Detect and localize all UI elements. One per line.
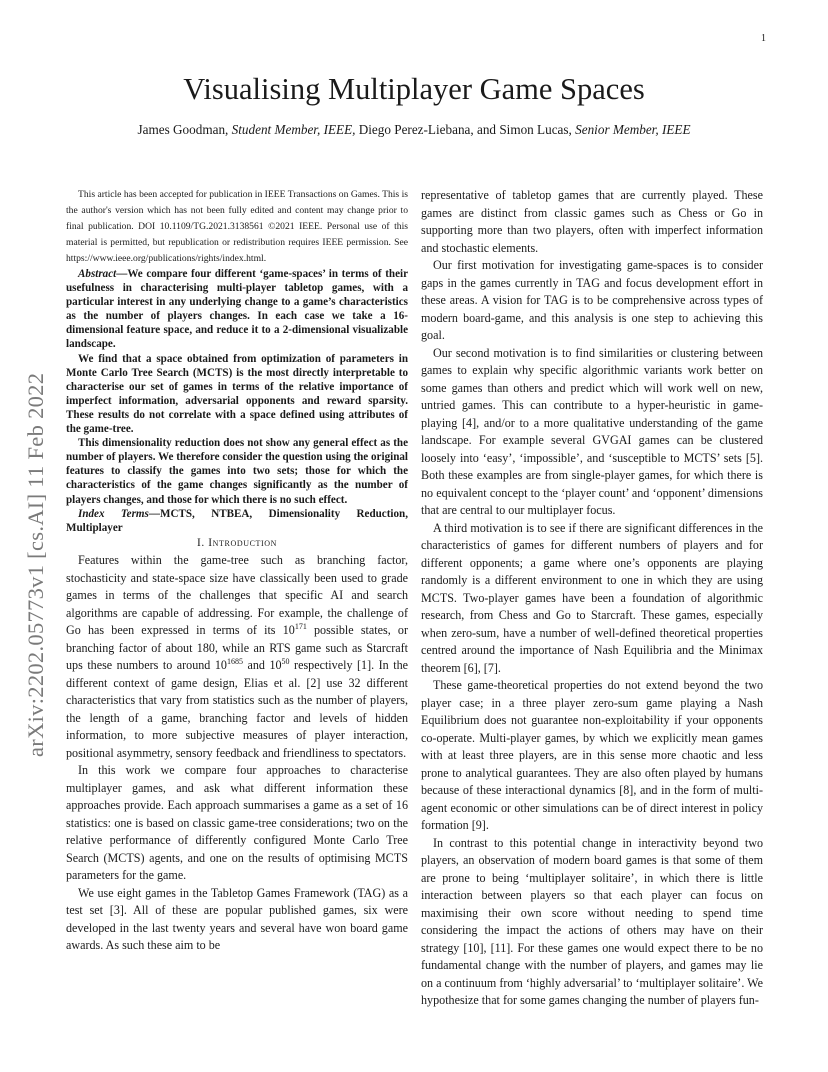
intro-p1-d: respectively [1]. In the different context of game design, Elias et al. [2] use 32 different characteristics that vary from statistics such as the number of players, the length of a game, branching factor and levels of hidden information, to more subjective measures of player interaction, positional asymmetry, sensory feedback and friendliness to spectators.: [66, 658, 409, 760]
abstract-label: Abstract: [78, 268, 117, 280]
intro-p1-b: possible states, or branching factor of about 180, while an RTS game such as Starcraft ups these numbers to around 10: [66, 623, 408, 673]
section-title: Introduction: [208, 536, 278, 549]
intro-paragraph-2: In this work we compare four approaches to characterise multiplayer games, and ask what different information these approaches provide. Each approach summarises a game as a set of 16 statistics: one is based on classic game-tree considerations; two on the relative performance of differently configured Monte Carlo Tree Search (MCTS) agents, and one on the results of optimising MCTS parameters for the game.: [66, 763, 408, 883]
intro-p1-sup1: 171: [294, 622, 307, 632]
index-terms-text: —MCTS, NTBEA, Dimensionality Reduction, Multiplayer: [66, 507, 408, 534]
index-terms-label: Index Terms: [78, 507, 149, 520]
abstract-paragraph-1: [66, 267, 408, 352]
left-column: [66, 187, 408, 955]
section-heading-introduction: [66, 535, 408, 553]
intro-p1-a: Features within the game-tree such as branching factor, stochasticity and state-space size have classically been used to grade games in terms of the challenges that specific AI and search algorithms are capable of addressing. For example, the challenge of Go has been expressed in terms of its 10: [66, 553, 408, 638]
motivation-paragraph-1: Our first motivation for investigating game-spaces is to consider gaps in the games currently in TAG and focus development effort in these areas. A vision for TAG is to be comprehensive across types of modern board-game, and this analysis is one step to achieving this goal.: [421, 258, 763, 342]
intro-p1-c: and 10: [242, 658, 282, 673]
paper-title: Visualising Multiplayer Game Spaces: [183, 72, 645, 106]
publication-note: This article has been accepted for publication in IEEE Transactions on Games. This is the author's version which has not been fully edited and content may change prior to final publication. DOI 10.1109/TG.2021.3138561 ©2021 IEEE. Personal use of this material is permitted, but republication or redistribution requires IEEE permission. See https://www.ieee.org/publications/rights/index.html.: [66, 189, 408, 264]
index-terms: [66, 507, 408, 535]
game-theory-paragraph: These game-theoretical properties do not extend beyond the two player case; in a three player zero-sum game playing a Nash Equilibrium does not guarantee non-exploitability if your opponents co-operate. Multi-player games, by which we explicitly mean games with at least three players, are in this sense more chaotic and less prone to analytical guarantees. They are also often played by humans because of these interactional dynamics [8], and in the form of multi-agent economic or other simulations can be of direct interest in policy formation [9].: [421, 678, 763, 832]
right-paragraph-continuation: representative of tabletop games that are currently played. These games are distinct from classic games such as Chess or Go in supporting more than two players, often with imperfect information and stochastic elements.: [421, 188, 763, 255]
author-1: James Goodman,: [137, 122, 229, 137]
intro-paragraph-1: [66, 552, 408, 762]
intro-p1-sup3: 50: [281, 657, 290, 667]
multiplayer-solitaire-paragraph: In contrast to this potential change in interactivity beyond two players, an observation of modern board games is that some of them are prone to being ‘multiplayer solitaire’, in which there is little interaction between players so that each player can focus on maximising their own score without needing to spend time considering the impact the actions of others may have on their strategy [10], [11]. For these games one would expect there to be no fundamental change with the number of players, and games may lie on a continuum from ‘highly adversarial’ to ‘multiplayer solitaire’. We hypothesize that for some games changing the number of players fun-: [421, 835, 763, 1007]
motivation-paragraph-2: Our second motivation is to find similarities or clustering between games to explain why specific algorithmic variants work better on some games than others and predict which will work well on new, untried games. This can contribute to a hyper-heuristic in game-playing [4], and/or to a more qualitative understanding of the game landscape. For example several GVGAI games can be clustered loosely into ‘easy’, ‘impossible’, and ‘susceptible to MCTS’ sets [5]. Both these examples are from single-player games, for which there is no equivalent concept to the ‘player count’ and ‘opponent’ dimensions that are central to our multiplayer focus.: [421, 345, 763, 517]
abstract-paragraph-3: This dimensionality reduction does not show any general effect as the number of players. We therefore consider the question using the original features to classify the games into two sets; those for which the characteristics of the game changes significantly as the number of players changes, and those for which there is no such effect.: [66, 437, 408, 506]
arxiv-identifier-stamp: arXiv:2202.05773v1 [cs.AI] 11 Feb 2022: [23, 372, 48, 757]
right-column: [421, 187, 763, 1010]
author-2-3: Diego Perez-Liebana, and Simon Lucas,: [358, 122, 572, 137]
intro-paragraph-3: We use eight games in the Tabletop Games Framework (TAG) as a test set [3]. All of these are popular published games, six were developed in the last twenty years and several have won board game awards. As such these aim to be: [66, 885, 408, 953]
abstract-text-1: —We compare four different ‘game-spaces’ in terms of their usefulness in characterising multi-player tabletop games, with a particular interest in any underlying change to a game’s characteristics as the number of players changes. In each case we take a 16-dimensional feature space, and reduce it to a 2-dimensional visualizable landscape.: [66, 268, 408, 351]
motivation-paragraph-3: A third motivation is to see if there are significant differences in the characteristics of games for different numbers of players and for different opponents; a game where one’s opponents are playing randomly is a different environment to one in which they are using MCTS. Two-player games have been a foundation of algorithmic research, from Chess and Go to Starcraft. These games, especially when zero-sum, have a number of well-defined theoretical properties centred around the importance of Nash Equilibria and the Minimax theorem [6], [7].: [421, 520, 763, 675]
intro-p1-sup2: 1685: [226, 657, 243, 667]
abstract-paragraph-2: We find that a space obtained from optimization of parameters in Monte Carlo Tree Search (MCTS) is the most directly interpretable to characterise our set of games in terms of the relative importance of imperfect information, adversarial opponents and reward sparsity. These results do not correlate with a space defined using attributes of the game-tree.: [66, 352, 408, 436]
author-3-role: Senior Member, IEEE: [575, 122, 691, 137]
section-number: I.: [196, 536, 205, 549]
author-1-role: Student Member, IEEE,: [231, 122, 356, 137]
page-number: 1: [761, 33, 766, 44]
author-line: [0, 122, 828, 138]
